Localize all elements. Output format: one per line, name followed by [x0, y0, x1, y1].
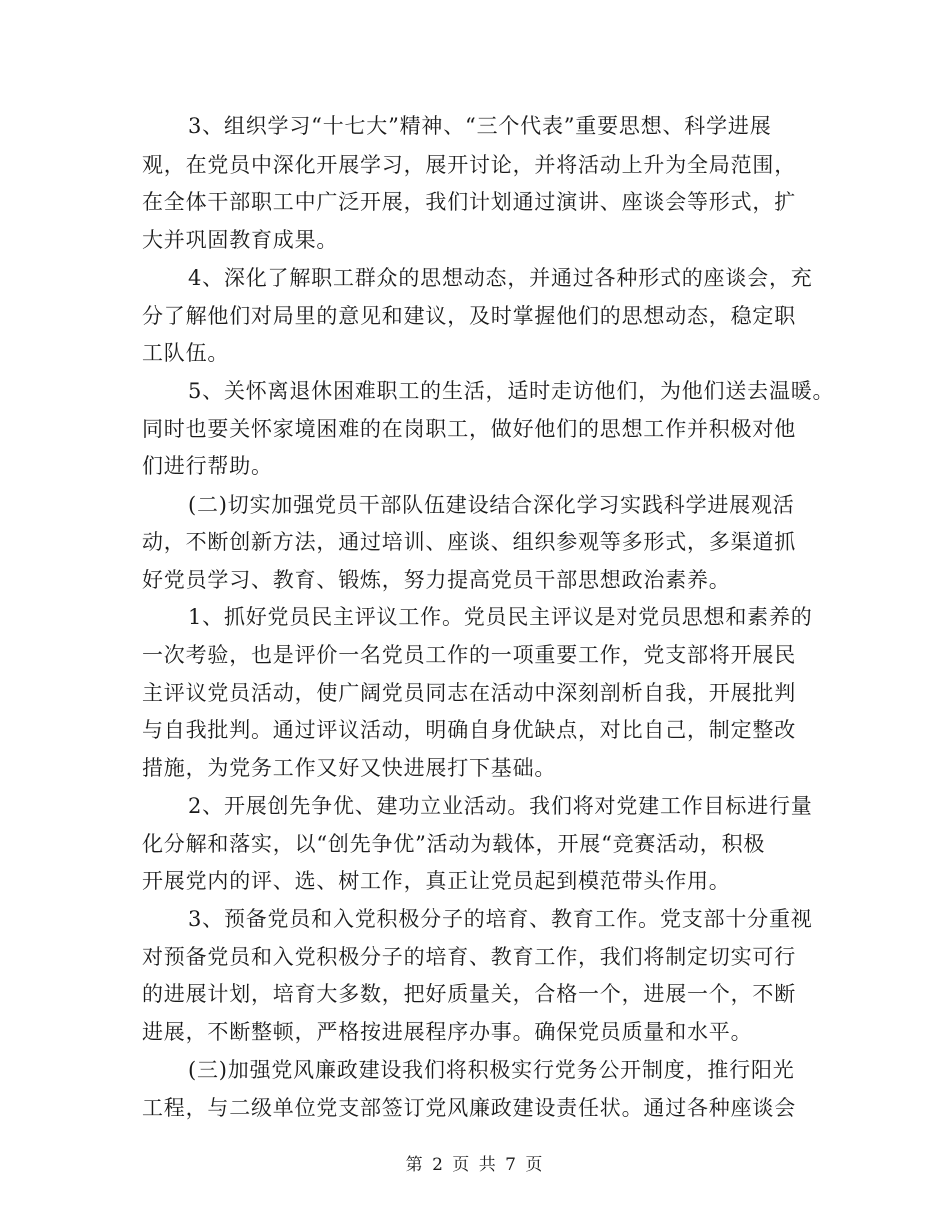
text-line: 3、组织学习“十七大”精神、“三个代表”重要思想、科学进展: [188, 114, 772, 138]
text-line: 同时也要关怀家境困难的在岗职工，做好他们的思想工作并积极对他: [142, 417, 796, 441]
text-line: 2、开展创先争优、建功立业活动。我们将对党建工作目标进行量: [188, 794, 813, 818]
text-line: 3、预备党员和入党积极分子的培育、教育工作。党支部十分重视: [188, 907, 813, 931]
text-line: 的进展计划，培育大多数，把好质量关，合格一个，进展一个，不断: [142, 982, 796, 1006]
text-line: (三)加强党风廉政建设我们将积极实行党务公开制度，推行阳光: [188, 1058, 795, 1082]
text-line: 主评议党员活动，使广阔党员同志在活动中深刻剖析自我，开展批判: [142, 681, 796, 705]
text-line: 在全体干部职工中广泛开展，我们计划通过演讲、座谈会等形式，扩: [142, 190, 796, 214]
text-line: 好党员学习、教育、锻炼，努力提高党员干部思想政治素养。: [142, 568, 731, 592]
text-line: 观，在党员中深化开展学习，展开讨论，并将活动上升为全局范围，: [142, 153, 796, 177]
text-line: 进展，不断整顿，严格按进展程序办事。确保党员质量和水平。: [142, 1020, 753, 1044]
text-line: 与自我批判。通过评议活动，明确自身优缺点，对比自己，制定整改: [142, 718, 796, 742]
text-line: 大并巩固教育成果。: [142, 228, 339, 252]
text-line: 分了解他们对局里的意见和建议，及时掌握他们的思想动态，稳定职: [142, 304, 796, 328]
text-line: 动，不断创新方法，通过培训、座谈、组织参观等多形式，多渠道抓: [142, 530, 796, 554]
text-line: 开展党内的评、选、树工作，真正让党员起到模范带头作用。: [142, 869, 731, 893]
text-line: 化分解和落实，以“创先争优”活动为载体，开展“竞赛活动，积极: [142, 832, 766, 856]
text-line: 一次考验，也是评价一名党员工作的一项重要工作，党支部将开展民: [142, 643, 796, 667]
text-line: 们进行帮助。: [142, 454, 273, 478]
text-line: 5、关怀离退休困难职工的生活，适时走访他们，为他们送去温暖。: [188, 379, 835, 403]
text-line: 措施，为党务工作又好又快进展打下基础。: [142, 756, 557, 780]
text-line: 工队伍。: [142, 341, 230, 365]
text-line: 1、抓好党员民主评议工作。党员民主评议是对党员思想和素养的: [188, 605, 813, 629]
text-line: (二)切实加强党员干部队伍建设结合深化学习实践科学进展观活: [188, 493, 795, 517]
text-line: 工程，与二级单位党支部签订党风廉政建设责任状。通过各种座谈会: [142, 1096, 796, 1120]
text-line: 对预备党员和入党积极分子的培育、教育工作，我们将制定切实可行: [142, 945, 796, 969]
text-line: 4、深化了解职工群众的思想动态，并通过各种形式的座谈会，充: [188, 266, 813, 290]
page-number-footer: 第 2 页 共 7 页: [405, 1155, 545, 1175]
